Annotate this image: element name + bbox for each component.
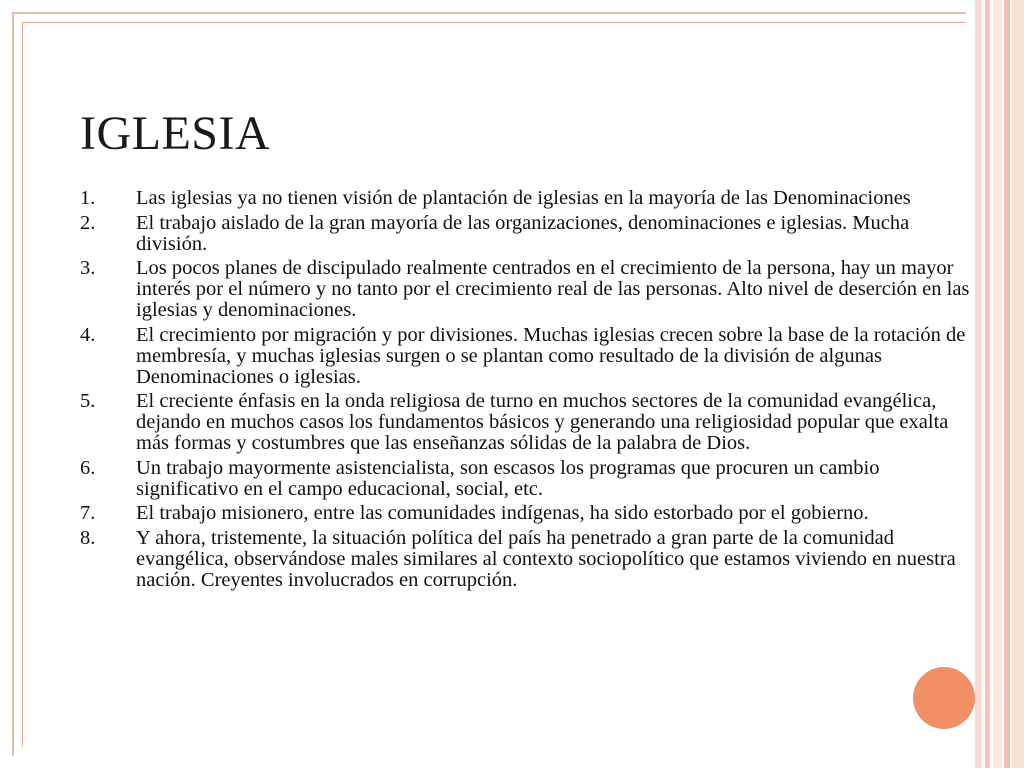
list-item-text: El trabajo aislado de la gran mayoría de las organizaciones, denominaciones e iglesias. Mucha división.: [136, 211, 910, 255]
list-item: [80, 188, 980, 209]
decorative-stripe: [1012, 0, 1024, 768]
decorative-circle: [913, 667, 975, 729]
numbered-list: [80, 188, 980, 594]
list-item-number: 3.: [80, 257, 96, 279]
list-item-text: El crecimiento por migración y por divisiones. Muchas iglesias crecen sobre la base de la rotación de membresía, y muchas iglesias surgen o se plantan como resultado de la división de algunas Denominaciones o iglesias.: [136, 323, 966, 388]
list-item-number: 4.: [80, 323, 96, 346]
list-item-text: Las iglesias ya no tienen visión de plantación de iglesias en la mayoría de las Denominaciones: [136, 187, 911, 209]
list-item-text: El trabajo misionero, entre las comunidades indígenas, ha sido estorbado por el gobierno.: [136, 502, 869, 524]
slide-title: IGLESIA: [80, 107, 271, 160]
decorative-stripe: [985, 0, 990, 768]
list-item-number: 7.: [80, 502, 96, 524]
list-item-number: 5.: [80, 390, 96, 412]
list-item-number: 6.: [80, 456, 96, 479]
list-item-text: El creciente énfasis en la onda religiosa de turno en muchos sectores de la comunidad evangélica, dejando en muchos casos los fundamentos básicos y generando una religiosidad popular que exalta más formas y costumbres que las enseñanzas sólidas de la palabra de Dios.: [136, 390, 949, 454]
decorative-stripe: [1004, 0, 1010, 768]
list-item-text: Un trabajo mayormente asistencialista, son escasos los programas que procuren un cambio significativo en el campo educacional, social, etc.: [136, 456, 880, 500]
list-item: [80, 325, 980, 388]
list-item: [80, 503, 980, 524]
list-item: [80, 528, 980, 591]
list-item: [80, 458, 980, 500]
list-item: [80, 258, 980, 321]
list-item: [80, 391, 980, 454]
list-item: [80, 213, 980, 255]
list-item-text: Y ahora, tristemente, la situación política del país ha penetrado a gran parte de la comunidad evangélica, observándose males similares al contexto sociopolítico que estamos viviendo en nuestra nación. Creyentes involucrados en corrupción.: [136, 526, 956, 591]
list-item-number: 8.: [80, 526, 96, 549]
list-item-number: 2.: [80, 211, 96, 234]
decorative-stripe: [993, 0, 1002, 768]
list-item-number: 1.: [80, 187, 96, 209]
list-item-text: Los pocos planes de discipulado realmente centrados en el crecimiento de la persona, hay un mayor interés por el número y no tanto por el crecimiento real de las personas. Alto nivel de deserción en las iglesias y denominaciones.: [136, 257, 970, 321]
